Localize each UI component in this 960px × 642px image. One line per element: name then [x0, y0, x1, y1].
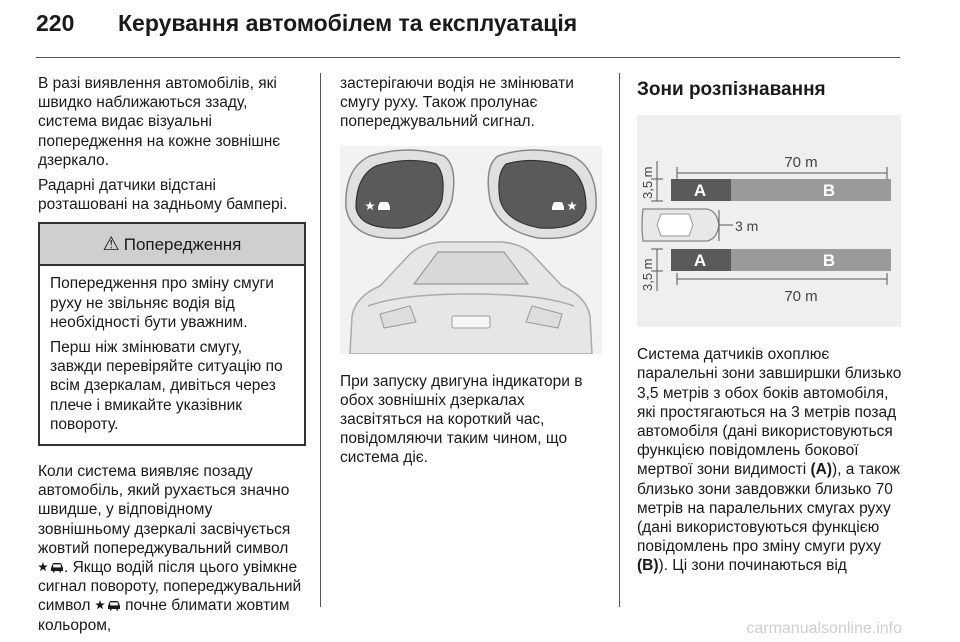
text-run: Коли система виявляє позаду автомобіль, який рухається значно швидше, у відповідному зовнішньому дзеркалі засвічується жовтий попереджувальний символ	[38, 463, 291, 557]
zone-a-label-bottom: A	[693, 251, 707, 271]
warning-body	[40, 266, 304, 444]
dist-label-3m: 3 m	[735, 218, 759, 235]
warning-title: Попередження	[123, 234, 242, 254]
watermark: carmanualsonline.info	[746, 620, 902, 637]
dist-label-3-5m-top: 3,5 m	[640, 166, 655, 200]
mirrors-and-car-illustration	[340, 146, 602, 354]
zone-a-label-top: A	[693, 181, 707, 201]
paragraph: При запуску двигуна індикатори в обох зовнішніх дзеркалах засвітяться на короткий час, повідомляючи таким чином, що система діє.	[340, 372, 583, 467]
column-3	[637, 74, 905, 582]
zone-b-bar-top	[731, 179, 891, 201]
zone-a-ref: (A)	[810, 461, 833, 479]
column-2	[340, 74, 602, 474]
warning-paragraph: Перш ніж змінювати смугу, завжди перевіряйте ситуацію по всім дзеркалам, дивіться через плече і вмикайте указівник повороту.	[50, 339, 283, 433]
side-blind-spot-warning-icon	[95, 599, 121, 611]
warning-paragraph: Попередження про зміну смуги руху не звільняє водія від необхідності бути уважним.	[50, 275, 274, 331]
warning-box	[38, 222, 306, 446]
text-run: Система датчиків охоплює паралельні зони завширшки близько 3,5 метрів з обох боків автомобіля, які простягаються на 3 метрів позад автомобіля (дані використовуються функцією повідомлень бокової мертвої зони видимості	[637, 346, 902, 479]
column-divider-1	[320, 73, 321, 607]
text-run: ). Ці зони починаються від	[658, 557, 847, 575]
header-divider	[36, 57, 900, 58]
zone-b-label-top: B	[822, 181, 836, 201]
zone-b-label-bottom: B	[822, 251, 836, 271]
warning-triangle-icon: ⚠	[102, 233, 120, 255]
paragraph	[38, 462, 306, 635]
paragraph: Радарні датчики відстані розташовані на задньому бампері.	[38, 177, 288, 214]
text-run: . Якщо водій після цього увімкне сигнал повороту, попереджувальний символ	[38, 559, 302, 615]
column-1	[38, 74, 306, 641]
zone-b-ref: (B)	[637, 557, 659, 575]
paragraph: В разі виявлення автомобілів, які швидко наближаються ззаду, система видає візуальні попередження на кожне зовнішнє дзеркало.	[38, 75, 281, 169]
page-number: 220	[36, 10, 75, 36]
zone-b-bar-bottom	[731, 249, 891, 271]
warning-header	[40, 224, 304, 266]
page-title: Керування автомобілем та експлуатація	[118, 10, 578, 36]
paragraph: застерігаючи водія не змінювати смугу руху. Також пролунає попереджувальний сигнал.	[340, 75, 574, 131]
text-run: ), а також близько зони завдовжки близько 70 метрів на паралельних смугах руху (дані використовуються функцією повідомлень про зміну смуги руху	[637, 461, 901, 556]
text-run: почне блимати жовтим кольором,	[38, 597, 290, 634]
dist-label-3-5m-bottom: 3,5 m	[640, 258, 655, 292]
page-header	[36, 10, 577, 48]
section-title: Зони розпізнавання	[637, 79, 826, 100]
column-divider-2	[619, 73, 620, 607]
side-blind-spot-warning-icon	[38, 561, 64, 573]
detection-zones-diagram	[637, 115, 901, 327]
paragraph	[637, 345, 905, 575]
dist-label-70m-bottom: 70 m	[784, 288, 818, 306]
dist-label-70m-top: 70 m	[784, 154, 818, 172]
